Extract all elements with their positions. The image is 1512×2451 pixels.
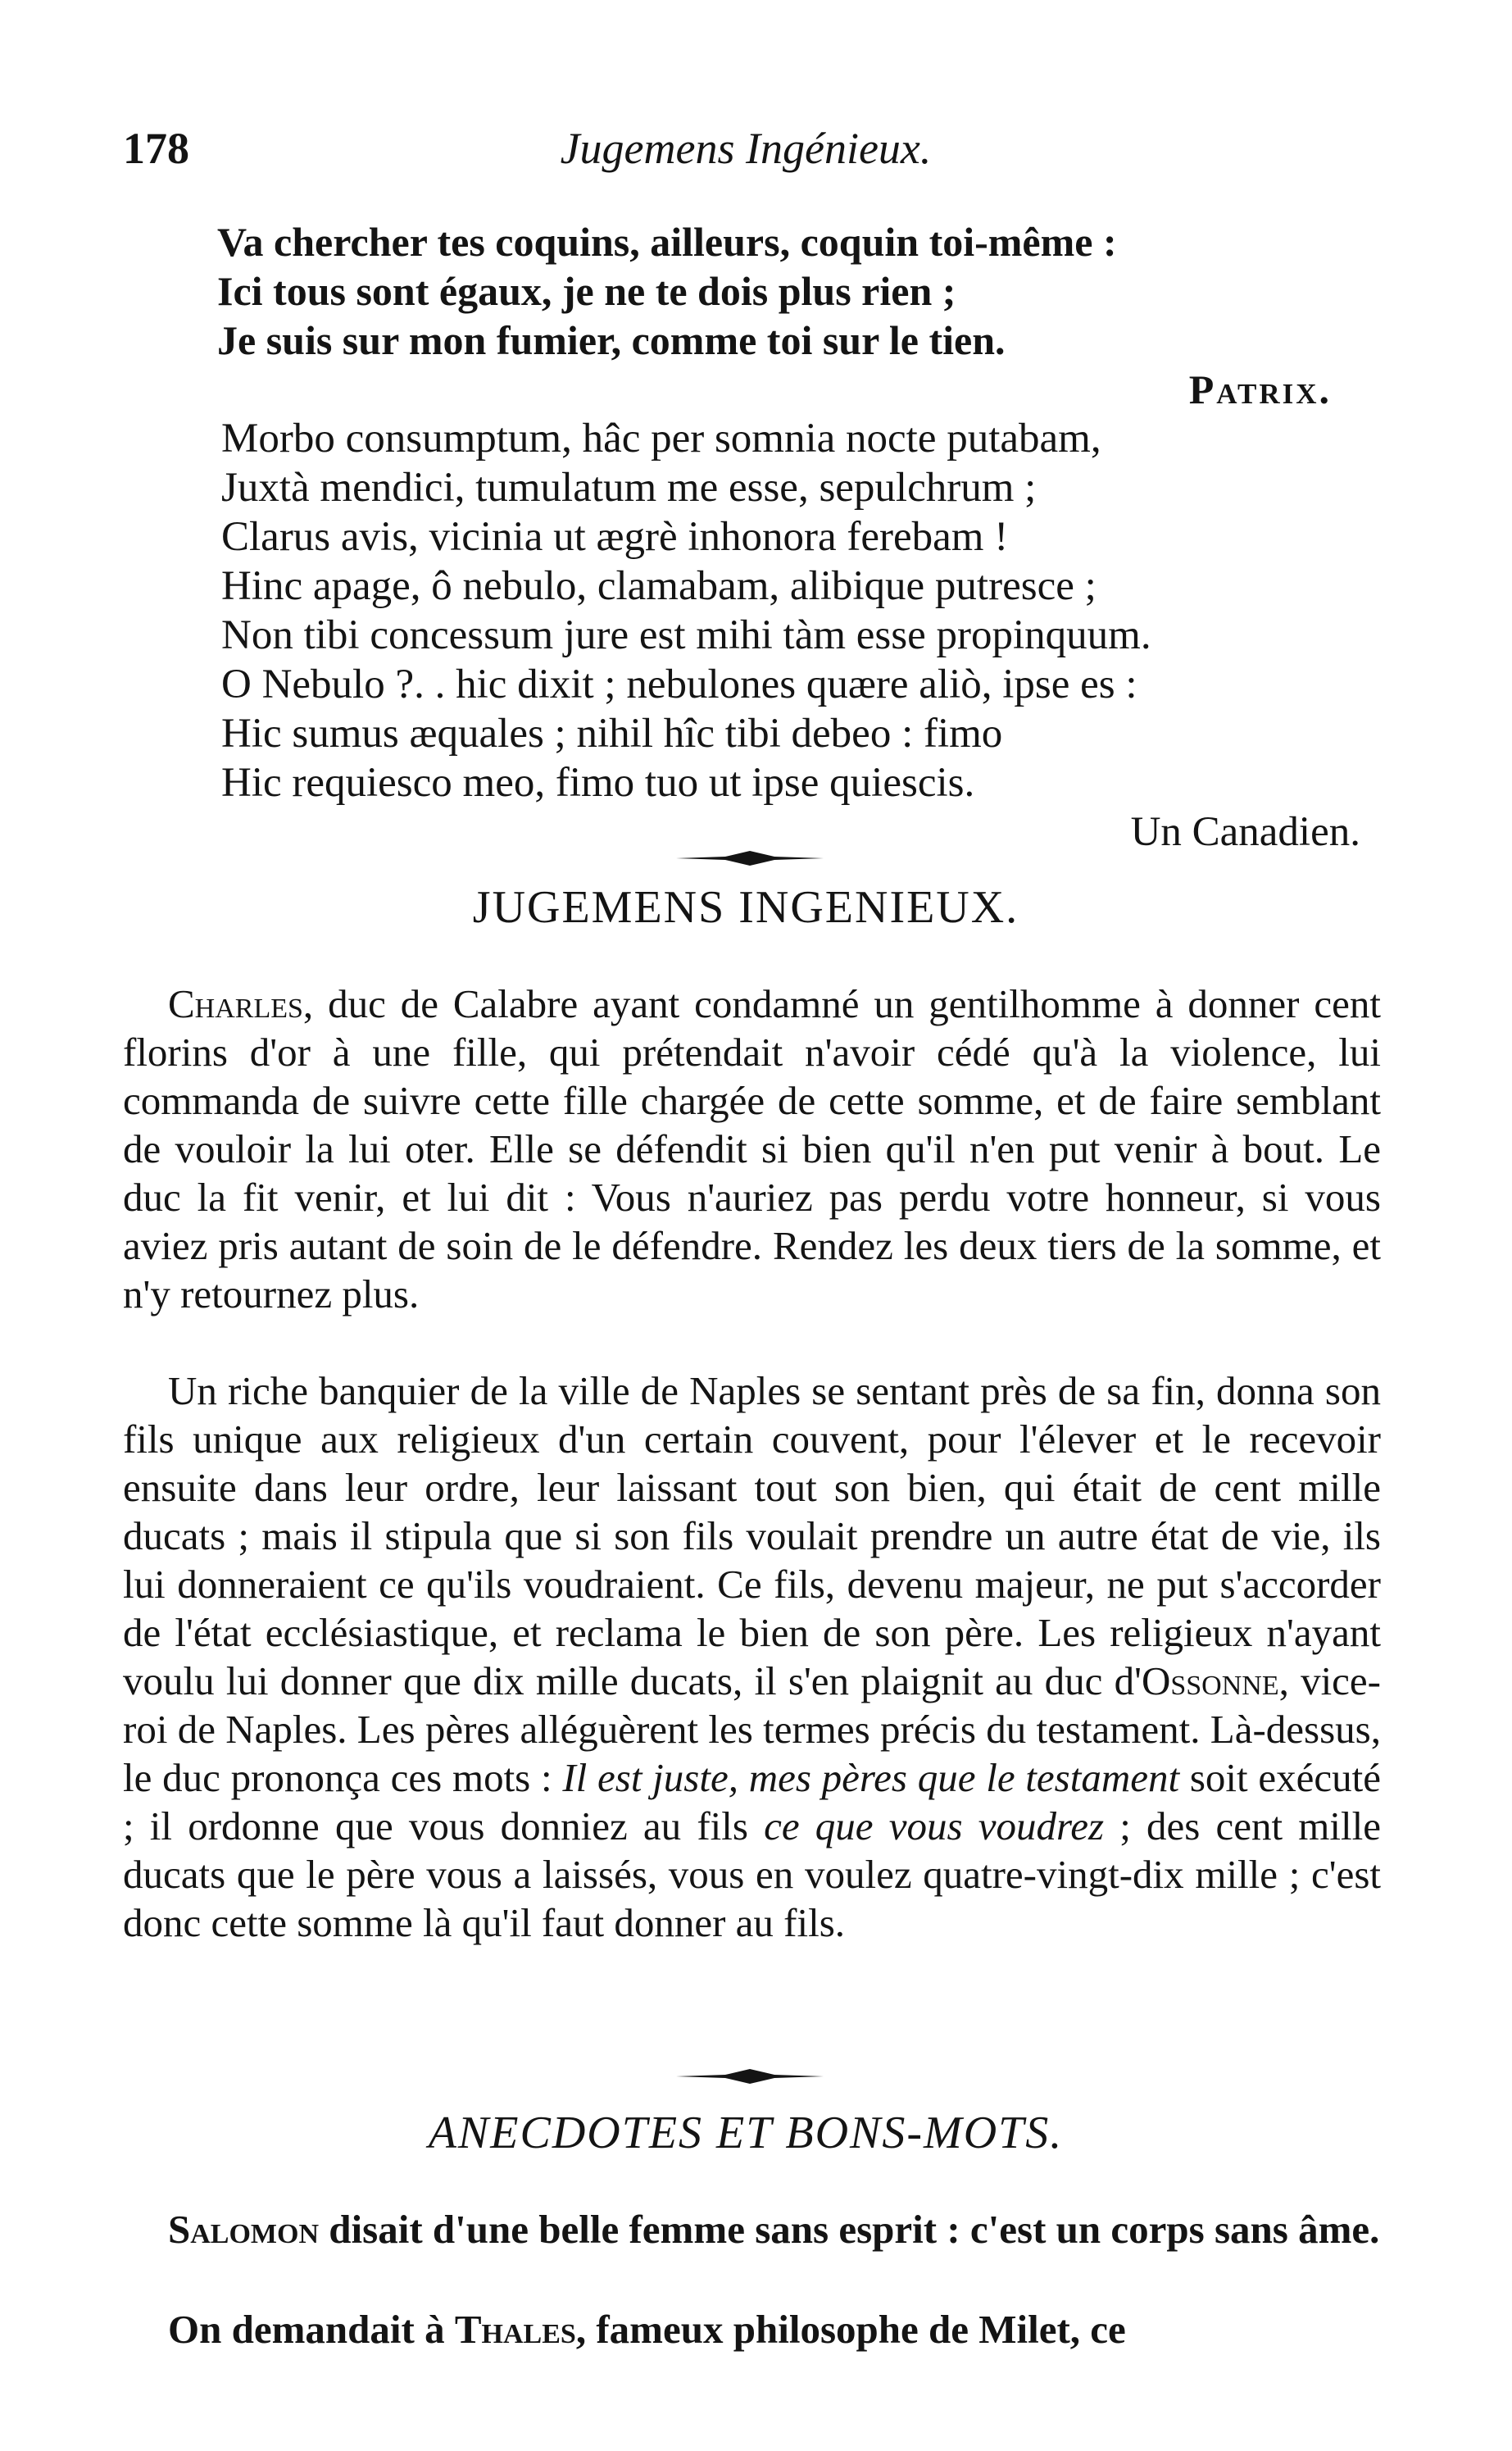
page-number: 178 [123,124,189,173]
poem-line: O Nebulo ?. . hic dixit ; nebulones quære aliò, ipse es : [221,662,1137,707]
paragraph-text: disait d'une belle femme sans esprit : c'est un corps sans âme. [319,2207,1380,2252]
paragraph-banquier [123,1366,1381,1947]
paragraph-charles [123,980,1381,1318]
poem-line: Hinc apage, ô nebulo, clamabam, alibique putresce ; [221,563,1097,609]
paragraph-text: , fameux philosophe de Milet, ce [575,2307,1126,2352]
poem-line: Va chercher tes coquins, ailleurs, coquin toi-même : [217,219,1117,265]
french-poem [217,217,1364,414]
section-title-anecdotes: ANECDOTES ET BONS-MOTS. [428,2108,1064,2158]
quoted-words: ce que vous voudrez [764,1803,1105,1848]
quoted-words: Il est juste, mes pères que le testament [562,1755,1180,1800]
page-header [123,123,1369,180]
poem-attribution: Patrix. [1188,366,1332,412]
ornament-divider [676,846,824,871]
paragraph-text: Un riche banquier de la ville de Naples se sentant près de sa fin, donna son fils unique aux religieux d'un certain couvent, pour l'élever et le recevoir ensuite dans leur ordre, leur laissant tout son bien, qui était de cent mille ducats ; mais il stipula que si son fils voulait prendre un autre état de vie, ils lui donneraient ce qu'ils voudraient. Ce fils, devenu majeur, ne put s'accorder de l'état ecclésiastique, et reclama le bien de son père. Les religieux n'ayant voulu lui donner que dix mille ducats, il s'en plaignit au duc d' [123,1368,1381,1703]
ornament-divider [676,2064,824,2089]
paragraph-text: ; des cent mille ducats que le père vous a laissés, vous en voulez quatre-vingt-dix mille ; c'est donc cette somme là qu'il faut donner au fils. [123,1803,1382,1945]
paragraph-salomon [123,2205,1381,2253]
paragraph-text: soit exécuté ; il ordonne que vous donniez au fils [123,1755,1381,1848]
poem-line: Hic sumus æquales ; nihil hîc tibi debeo : fimo [221,711,1003,757]
person-name: Thales [454,2307,576,2352]
latin-poem [221,414,1369,857]
poem-line: Hic requiesco meo, fimo tuo ut ipse quiescis. [221,760,975,806]
paragraph-text: , vice-roi de Naples. Les pères alléguèrent les termes précis du testament. Là-dessus, le duc prononça ces mots : [123,1658,1381,1800]
poem-line: Ici tous sont égaux, je ne te dois plus rien ; [217,268,956,314]
poem-line: Je suis sur mon fumier, comme toi sur le tien. [217,317,1006,363]
section-title-jugemens: JUGEMENS INGENIEUX. [472,882,1019,933]
person-name: Ossonne [1141,1658,1279,1703]
paragraph-thales [123,2305,1381,2353]
poem-line: Clarus avis, vicinia ut ægrè inhonora ferebam ! [221,514,1009,560]
poem-line: Morbo consumptum, hâc per somnia nocte putabam, [221,416,1101,462]
paragraph-text: , duc de Calabre ayant condamné un gentilhomme à donner cent florins d'or à une fille, qui prétendait n'avoir cédé qu'à la violence, lui commanda de suivre cette fille chargée de cette somme, et de faire semblant de vouloir la lui oter. Elle se défendit si bien qu'il n'en put venir à bout. Le duc la fit venir, et lui dit : Vous n'auriez pas perdu votre honneur, si vous aviez pris autant de soin de le défendre. Rendez les deux tiers de la somme, et n'y retournez plus. [123,981,1381,1316]
person-name: Charles [168,981,303,1026]
poem-line: Non tibi concessum jure est mihi tàm esse propinquum. [221,612,1151,658]
running-title: Jugemens Ingénieux. [560,124,932,173]
paragraph-text: On demandait à [168,2307,455,2352]
poem-line: Juxtà mendici, tumulatum me esse, sepulchrum ; [221,465,1037,511]
person-name: Salomon [168,2207,320,2252]
poem-attribution: Un Canadien. [1130,809,1360,855]
